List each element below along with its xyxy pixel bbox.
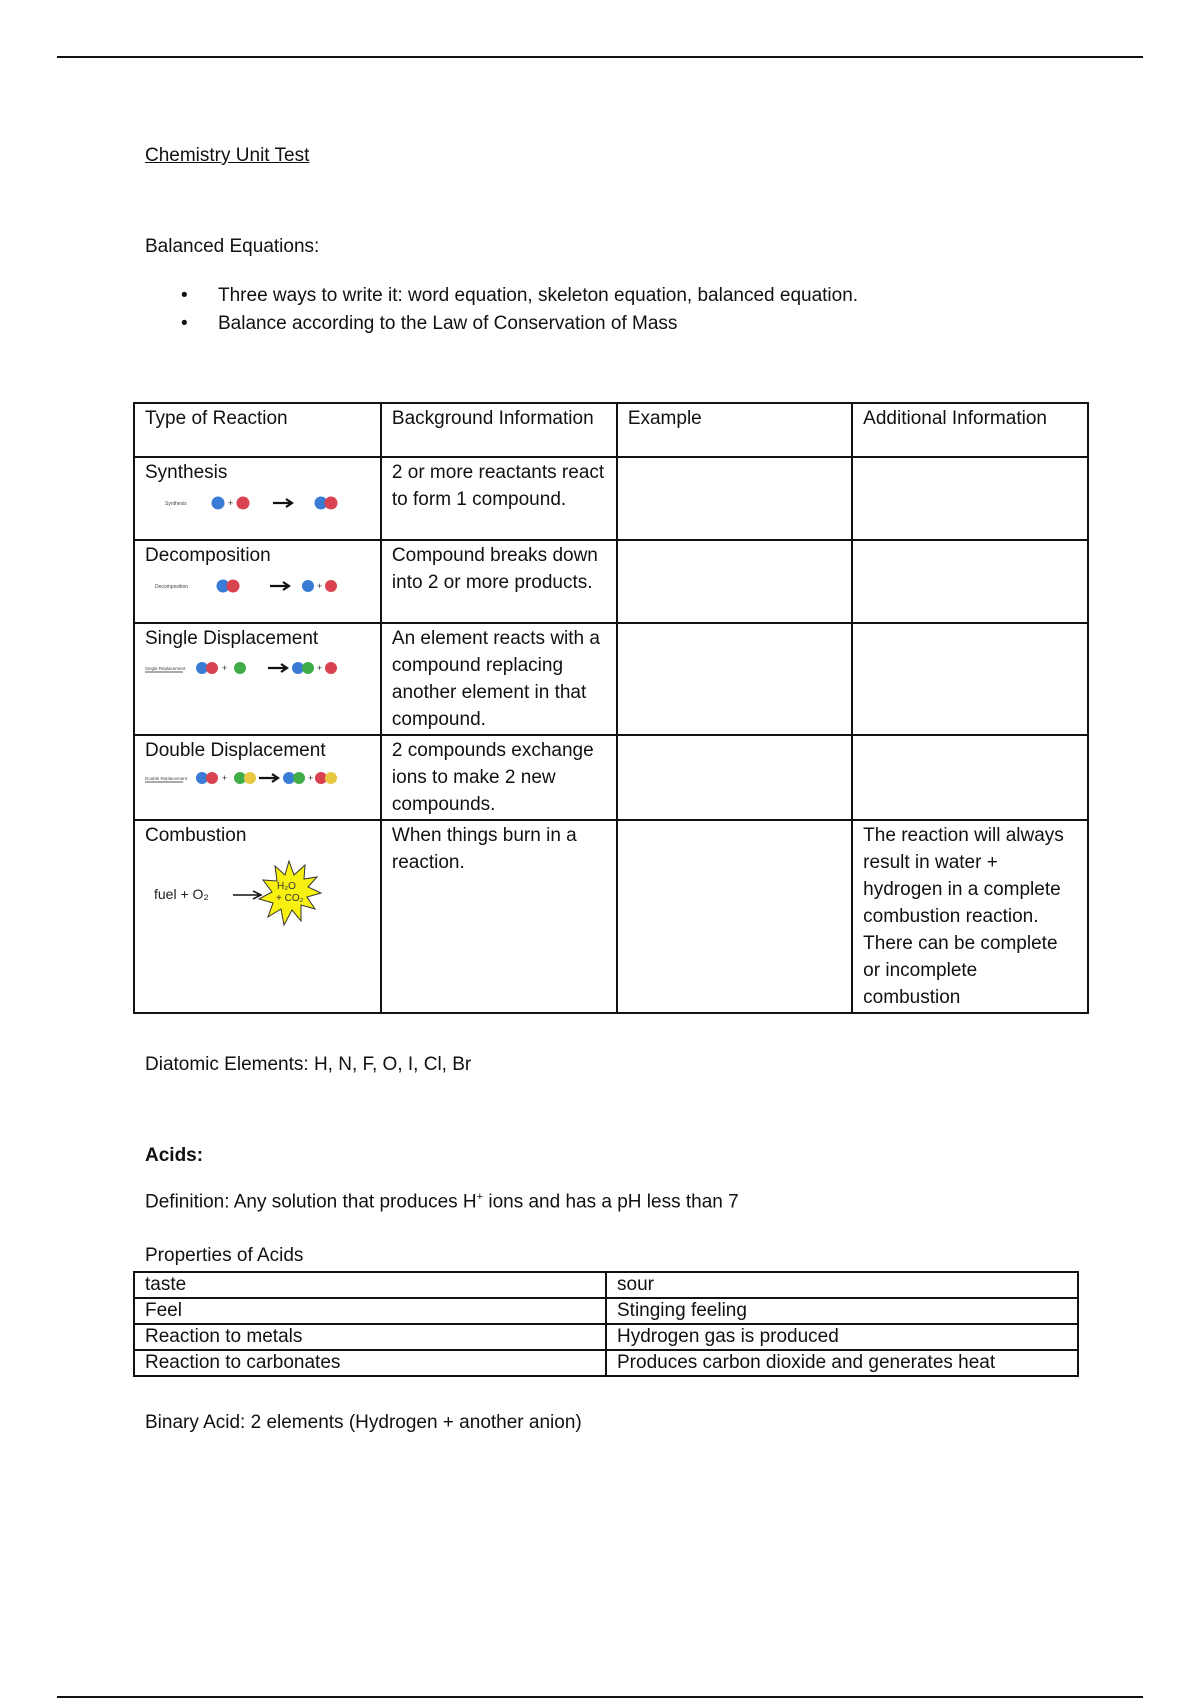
diagram-label: Single Replacement — [145, 666, 186, 671]
example-cell — [617, 623, 852, 735]
reaction-type-cell — [134, 820, 381, 1013]
bullet-item: • Three ways to write it: word equation, skeleton equation, balanced equation. — [145, 282, 858, 310]
atom-red-icon — [227, 580, 240, 593]
atom-blue-icon — [302, 580, 314, 592]
reaction-type-label: Combustion — [145, 825, 247, 846]
reaction-types-table — [133, 402, 1089, 1014]
atom-yellow-icon — [244, 772, 256, 784]
svg-text:+: + — [228, 498, 234, 508]
property-name: taste — [134, 1272, 606, 1298]
svg-text:+: + — [317, 663, 323, 673]
background-cell: When things burn in a reaction. — [381, 820, 617, 1013]
example-cell — [617, 540, 852, 623]
acid-properties-table — [133, 1271, 1079, 1377]
reaction-type-cell — [134, 623, 381, 735]
acids-heading: Acids: — [145, 1145, 204, 1166]
example-cell — [617, 820, 852, 1013]
table-row — [134, 540, 1088, 623]
table-row — [134, 820, 1088, 1013]
reaction-type-label: Decomposition — [145, 545, 271, 566]
header-background: Background Information — [381, 403, 617, 457]
background-cell: An element reacts with a compound replacing another element in that compound. — [381, 623, 617, 735]
bullet-dot-icon: • — [181, 285, 188, 306]
bottom-rule — [57, 1696, 1143, 1698]
atom-yellow-icon — [325, 772, 337, 784]
property-value: Hydrogen gas is produced — [606, 1324, 1078, 1350]
table-row — [134, 1272, 1078, 1298]
additional-cell — [852, 735, 1088, 820]
property-value: Stinging feeling — [606, 1298, 1078, 1324]
header-type: Type of Reaction — [134, 403, 381, 457]
arrow-icon — [273, 499, 292, 507]
synthesis-diagram — [145, 486, 360, 518]
double-displacement-diagram — [145, 764, 365, 796]
property-value: Produces carbon dioxide and generates heat — [606, 1350, 1078, 1376]
balanced-bullets — [145, 282, 858, 338]
arrow-icon — [268, 664, 287, 672]
additional-cell: The reaction will always result in water + hydrogen in a complete combustion reaction. There can be complete or incomplete combustion — [852, 820, 1088, 1013]
table-row — [134, 1298, 1078, 1324]
atom-blue-icon — [212, 497, 225, 510]
reaction-type-cell — [134, 540, 381, 623]
single-displacement-diagram — [145, 652, 360, 684]
atom-red-icon — [206, 662, 218, 674]
arrow-icon — [270, 582, 289, 590]
additional-cell — [852, 623, 1088, 735]
svg-text:+: + — [308, 773, 314, 783]
table-row — [134, 1324, 1078, 1350]
property-name: Reaction to metals — [134, 1324, 606, 1350]
table-row — [134, 1350, 1078, 1376]
product-water-label: H₂O — [277, 881, 296, 892]
reaction-type-label: Single Displacement — [145, 628, 319, 649]
diatomic-elements: Diatomic Elements: H, N, F, O, I, Cl, Br — [145, 1054, 472, 1075]
background-cell: 2 or more reactants react to form 1 compound. — [381, 457, 617, 540]
arrow-icon — [259, 774, 278, 782]
example-cell — [617, 735, 852, 820]
table-row — [134, 735, 1088, 820]
property-value: sour — [606, 1272, 1078, 1298]
page-title: Chemistry Unit Test — [145, 145, 310, 166]
header-additional: Additional Information — [852, 403, 1088, 457]
decomposition-diagram — [145, 569, 360, 601]
balanced-equations-heading: Balanced Equations: — [145, 236, 320, 257]
table-header-row — [134, 403, 1088, 457]
reaction-type-label: Synthesis — [145, 462, 228, 483]
svg-text:+: + — [222, 773, 228, 783]
diagram-label: Double Replacement — [145, 776, 188, 781]
additional-cell — [852, 540, 1088, 623]
reaction-type-cell — [134, 457, 381, 540]
atom-red-icon — [325, 662, 337, 674]
table-row — [134, 457, 1088, 540]
arrow-icon — [233, 891, 261, 899]
atom-green-icon — [293, 772, 305, 784]
properties-heading: Properties of Acids — [145, 1245, 304, 1266]
additional-cell — [852, 457, 1088, 540]
atom-red-icon — [325, 497, 338, 510]
table-row — [134, 623, 1088, 735]
property-name: Reaction to carbonates — [134, 1350, 606, 1376]
background-cell: 2 compounds exchange ions to make 2 new compounds. — [381, 735, 617, 820]
top-rule — [57, 56, 1143, 58]
atom-red-icon — [237, 497, 250, 510]
atom-red-icon — [325, 580, 337, 592]
product-co2-label: + CO₂ — [276, 893, 304, 904]
acid-definition: Definition: Any solution that produces H+ ions and has a pH less than 7 — [145, 1191, 739, 1213]
example-cell — [617, 457, 852, 540]
combustion-diagram — [145, 855, 345, 935]
atom-green-icon — [234, 662, 246, 674]
reaction-type-cell — [134, 735, 381, 820]
bullet-item: • Balance according to the Law of Conservation of Mass — [145, 310, 858, 338]
header-example: Example — [617, 403, 852, 457]
svg-text:+: + — [317, 581, 323, 591]
fuel-oxygen-label: fuel + O₂ — [154, 886, 209, 902]
atom-red-icon — [206, 772, 218, 784]
svg-text:+: + — [222, 663, 228, 673]
atom-green-icon — [302, 662, 314, 674]
diagram-label: Decomposition — [155, 584, 189, 590]
bullet-dot-icon: • — [181, 313, 188, 334]
background-cell: Compound breaks down into 2 or more products. — [381, 540, 617, 623]
property-name: Feel — [134, 1298, 606, 1324]
reaction-type-label: Double Displacement — [145, 740, 326, 761]
diagram-label: Synthesis — [165, 501, 187, 507]
binary-acid-note: Binary Acid: 2 elements (Hydrogen + another anion) — [145, 1412, 582, 1433]
